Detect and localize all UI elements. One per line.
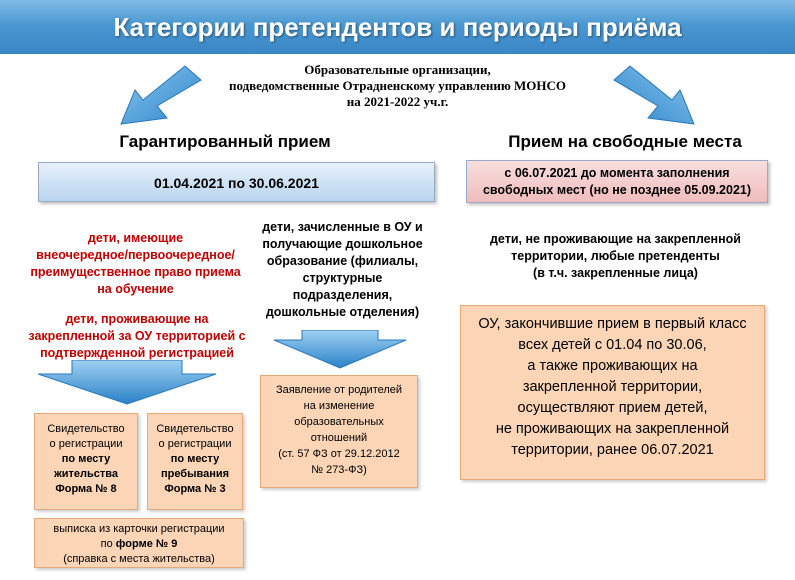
page-title: Категории претендентов и периоды приёма — [113, 12, 682, 42]
text-line: (в т.ч. закрепленные лица) — [533, 266, 698, 280]
text-line: отношений — [310, 432, 368, 444]
text-line: дети, не проживающие на закрепленной — [490, 232, 741, 246]
text-line: дети, проживающие на — [65, 312, 209, 326]
text-line: закрепленной за ОУ территорией с — [28, 329, 246, 343]
text-line: внеочередное/первоочередное/ — [36, 248, 235, 262]
text-line: дошкольные отделения) — [265, 305, 420, 319]
guaranteed-title: Гарантированный прием — [119, 132, 331, 151]
text-line: по месту — [170, 453, 220, 465]
text-fragment: форме № 9 — [115, 538, 178, 550]
text-line: (справка с места жительства) — [63, 553, 215, 565]
free-places-category — [478, 231, 753, 282]
text-line: всех детей с 01.04 по 30.06, — [518, 337, 707, 353]
free-dates-line: свободных мест (но не позднее 05.09.2021) — [482, 183, 752, 197]
text-line: не проживающих на закрепленной — [495, 421, 730, 437]
text-line: № 273-ФЗ) — [311, 464, 367, 476]
text-line: выписка из карточки регистрации — [53, 523, 225, 535]
text-line: Форма № 3 — [164, 483, 226, 495]
free-dates-line: с 06.07.2021 до момента заполнения — [504, 166, 730, 180]
guaranteed-dates-box — [38, 162, 435, 202]
org-line: Образовательные организации, — [304, 62, 491, 77]
text-line: Свидетельство — [47, 423, 125, 435]
arrow-down-left-icon — [115, 62, 205, 128]
text-line: Заявление от родителей — [275, 384, 403, 396]
priority-category — [28, 230, 243, 298]
free-places-title: Прием на свободные места — [508, 132, 742, 151]
text-line: Форма № 8 — [55, 483, 117, 495]
text-line: (ст. 57 ФЗ от 29.12.2012 — [278, 448, 400, 460]
text-line: по месту — [61, 453, 111, 465]
preschool-category — [250, 219, 435, 321]
text-line: подтвержденной регистрацией — [40, 346, 234, 360]
text-line: подразделения, — [292, 288, 393, 302]
org-line: подведомственные Отрадненскому управлению МОНСО — [228, 78, 567, 93]
arrow-down-right-icon — [610, 62, 700, 128]
text-line: преимущественное право приема — [30, 265, 241, 279]
text-line: на изменение — [303, 400, 375, 412]
residence-certificate-box — [34, 413, 138, 510]
stay-certificate-box — [147, 413, 243, 510]
early-admission-box — [460, 305, 765, 480]
text-line: дети, имеющие — [87, 231, 184, 245]
org-description — [195, 62, 600, 110]
text-fragment: по — [100, 538, 116, 550]
text-line: дети, зачисленные в ОУ и — [262, 220, 423, 234]
text-line: образовательных — [294, 416, 384, 428]
text-line: структурные — [302, 271, 383, 285]
text-line: о регистрации — [49, 438, 123, 450]
text-line: образование (филиалы, — [266, 254, 419, 268]
text-line: на обучение — [97, 282, 174, 296]
text-line: территории, ранее 06.07.2021 — [511, 442, 714, 458]
free-dates-box — [466, 160, 768, 203]
text-line: осуществляют прием детей, — [517, 400, 708, 416]
text-line: а также проживающих на — [527, 358, 698, 374]
arrow-down-icon — [270, 330, 410, 370]
guaranteed-dates: 01.04.2021 по 30.06.2021 — [154, 175, 319, 191]
registered-category — [22, 311, 252, 362]
text-line: жительства — [53, 468, 119, 480]
title-banner — [0, 0, 795, 54]
text-line: о регистрации — [158, 438, 232, 450]
text-line: закрепленной территории, — [522, 379, 703, 395]
registration-extract-box — [34, 518, 244, 568]
text-line: Свидетельство — [156, 423, 234, 435]
arrow-down-wide-icon — [32, 360, 222, 406]
text-line: ОУ, закончившие прием в первый класс — [478, 316, 747, 332]
parent-application-box — [260, 375, 418, 488]
text-line — [35, 537, 243, 552]
text-line: территории, любые претенденты — [511, 249, 720, 263]
text-line: пребывания — [160, 468, 230, 480]
org-line: на 2021-2022 уч.г. — [346, 94, 449, 109]
text-line: получающие дошкольное — [262, 237, 423, 251]
